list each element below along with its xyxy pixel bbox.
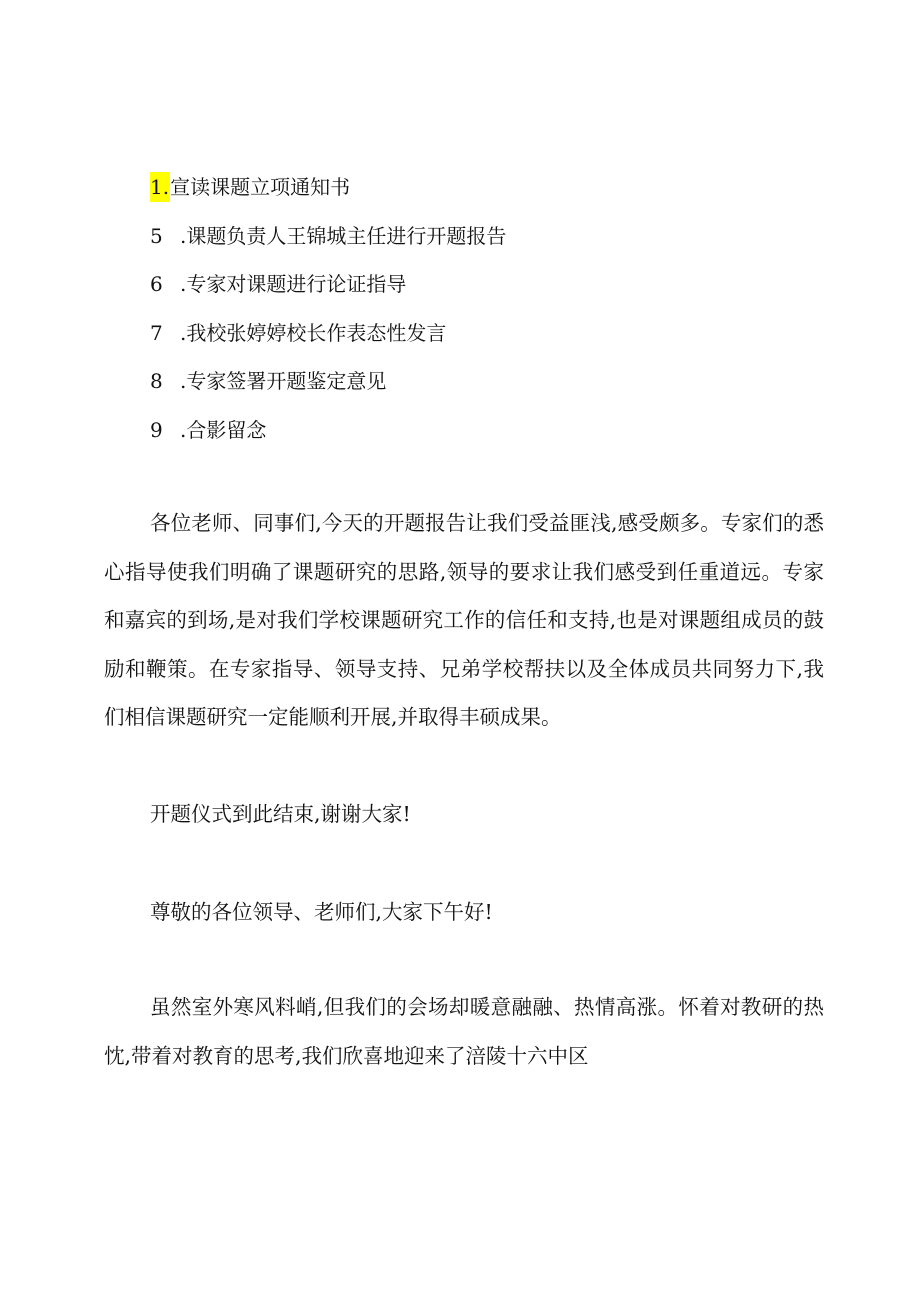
agenda-item-text: .我校张婷婷校长作表态性发言 — [180, 320, 447, 345]
agenda-item-number: 8 — [150, 369, 163, 394]
agenda-item-text: .课题负责人王锦城主任进行开题报告 — [180, 223, 507, 248]
agenda-item-number: 6 — [150, 272, 163, 297]
greeting-paragraph: 尊敬的各位领导、老师们,大家下午好! — [150, 900, 493, 924]
agenda-item-text: 宣读课题立项通知书 — [170, 175, 351, 199]
opening-paragraph: 虽然室外寒风料峭,但我们的会场却暖意融融、热情高涨。怀着对教研的热忱,带着对教育的思考,我们欣喜地迎来了涪陵十六中区 — [104, 995, 824, 1068]
agenda-list — [150, 172, 506, 464]
agenda-item — [150, 318, 506, 367]
agenda-item-number: 7 — [150, 320, 163, 345]
agenda-item-number: 5 — [150, 223, 163, 248]
agenda-item — [150, 172, 506, 221]
agenda-item — [150, 221, 506, 270]
closing-remark-paragraph: 开题仪式到此结束,谢谢大家! — [150, 802, 411, 826]
agenda-item — [150, 415, 506, 464]
agenda-item-text: .专家签署开题鉴定意见 — [180, 369, 387, 394]
closing-summary-paragraph: 各位老师、同事们,今天的开题报告让我们受益匪浅,感受颇多。专家们的悉心指导使我们明确了课题研究的思路,领导的要求让我们感受到任重道远。专家和嘉宾的到场,是对我们学校课题研究工作的信任和支持,也是对课题组成员的鼓励和鞭策。在专家指导、领导支持、兄弟学校帮扶以及全体成员共同努力下,我们相信课题研究一定能顺利开展,并取得丰硕成果。 — [104, 511, 824, 729]
agenda-item — [150, 366, 506, 415]
agenda-item-number: 1. — [150, 172, 170, 202]
agenda-item-text: .合影留念 — [180, 417, 267, 442]
agenda-item-number: 9 — [150, 417, 163, 442]
agenda-item — [150, 269, 506, 318]
agenda-item-text: .专家对课题进行论证指导 — [180, 272, 407, 297]
